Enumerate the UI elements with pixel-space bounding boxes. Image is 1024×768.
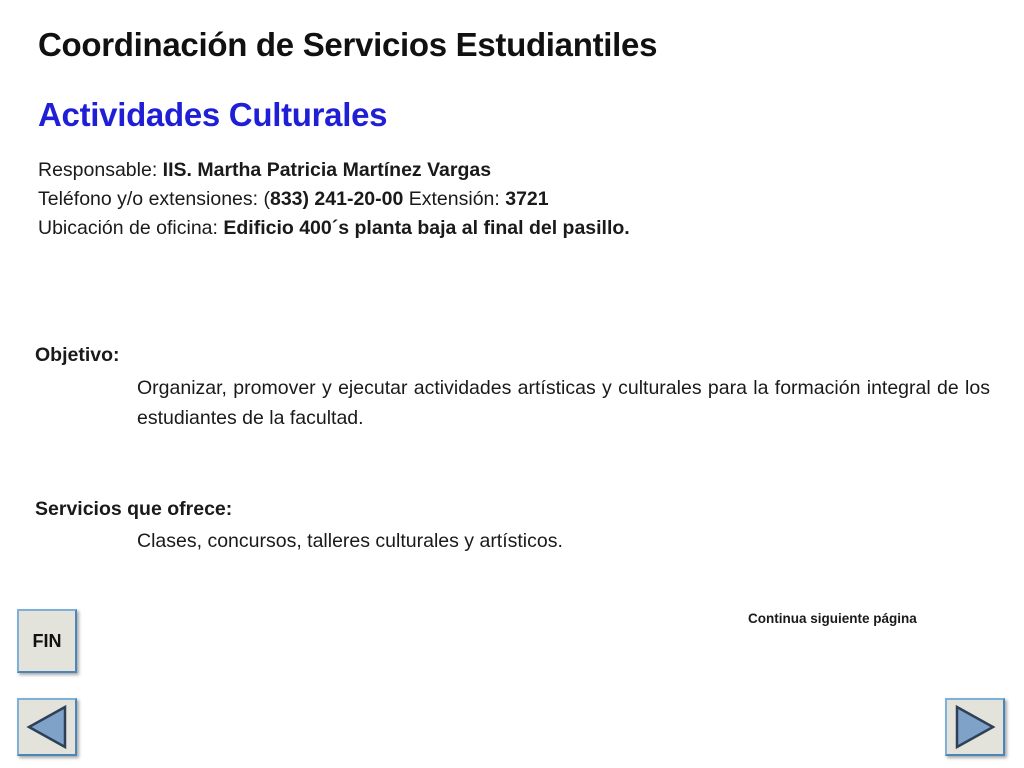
next-page-button[interactable] [945, 698, 1005, 756]
responsable-label: Responsable: [38, 159, 163, 181]
objective-text: Organizar, promover y ejecutar actividades artísticas y culturales para la formación integral de los estudiantes de la facultad. [137, 377, 990, 429]
ubicacion-label: Ubicación de oficina: [38, 217, 224, 239]
previous-page-button[interactable] [17, 698, 77, 756]
services-text: Clases, concursos, talleres culturales y artísticos. [137, 530, 563, 552]
extension-value: 3721 [505, 188, 549, 210]
triangle-right-icon [953, 704, 997, 750]
contact-info [38, 156, 630, 243]
services-heading: Servicios que ofrece: [35, 498, 233, 520]
page-subtitle: Actividades Culturales [38, 96, 388, 133]
responsable-value: IIS. Martha Patricia Martínez Vargas [162, 159, 492, 181]
continue-note: Continua siguiente página [748, 611, 917, 626]
triangle-left-icon [25, 704, 69, 750]
responsable-row [38, 156, 630, 185]
ubicacion-value: Edificio 400´s planta baja al final del pasillo. [223, 217, 630, 239]
objective-heading: Objetivo: [35, 344, 120, 366]
fin-button[interactable]: FIN [17, 609, 77, 673]
telefono-value: 833) 241-20-00 [269, 188, 404, 210]
telefono-label: Teléfono y/o extensiones: ( [38, 188, 270, 210]
extension-label: Extensión: [403, 188, 506, 210]
page-title: Coordinación de Servicios Estudiantiles [38, 26, 658, 63]
telefono-row [38, 185, 630, 214]
ubicacion-row [38, 214, 630, 243]
